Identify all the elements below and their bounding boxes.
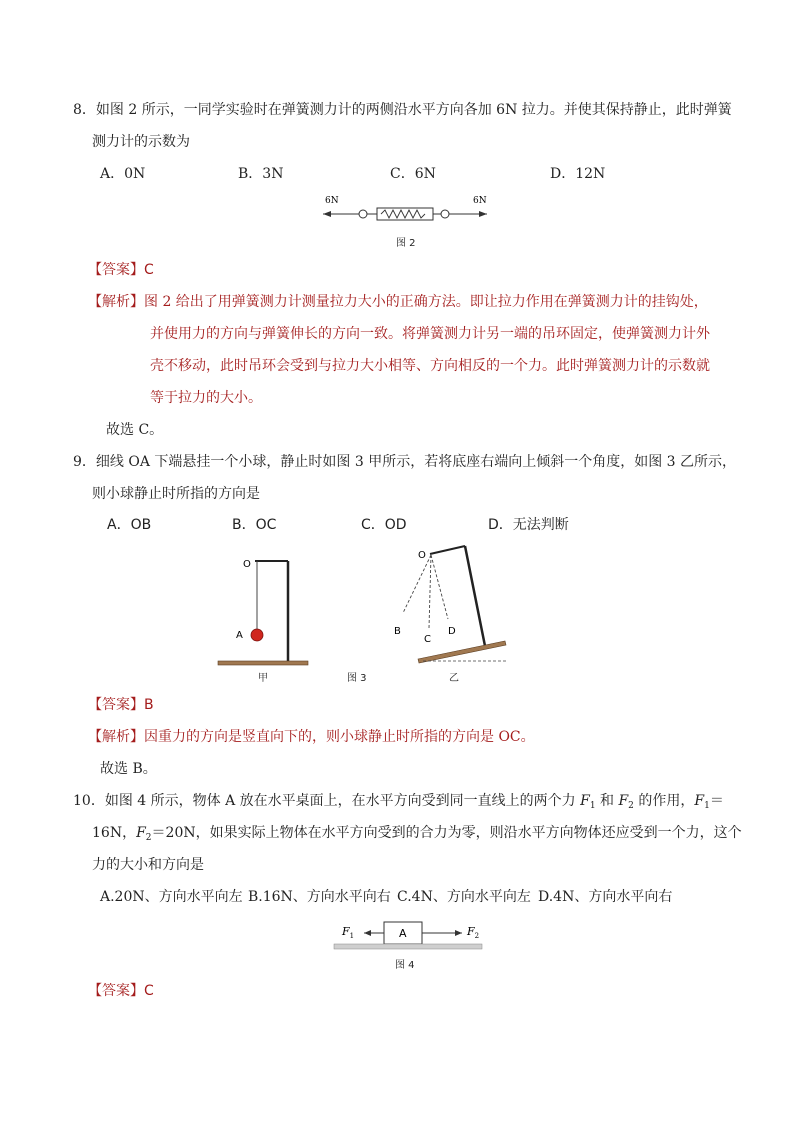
q8-option-b: B．3N [238, 166, 284, 182]
fig3-jia-label: 甲 [258, 673, 268, 684]
line-ob [403, 555, 431, 613]
fig3-yi-point-c: C [424, 634, 431, 645]
fig2-caption: 图 2 [396, 238, 416, 249]
q9-option-d: D．无法判断 [488, 517, 569, 533]
fig2-right-force-label: 6N [473, 196, 487, 206]
fig3-yi-point-d: D [448, 626, 456, 637]
force-f2-arrowhead [455, 930, 462, 936]
q9-analysis [88, 727, 535, 747]
q10-stem-line2: 16N，$F_2=20N$，如果实际上物体在水平方向受到的合力为零，则沿水平方向物体还应受到一个力，这个 [92, 825, 742, 843]
q8-analysis-line2: 并使用力的方向与弹簧伸长的方向一致。将弹簧测力计另一端的吊环固定，使弹簧测力计外 [150, 326, 710, 342]
tabletop [334, 944, 482, 949]
stand-base [218, 661, 308, 665]
answer-value: C [144, 983, 154, 999]
tilted-stand-top-bar [430, 546, 465, 554]
analysis-text: 图 2 给出了用弹簧测力计测量拉力大小的正确方法。即让拉力作用在弹簧测力计的挂钩处， [144, 294, 708, 310]
pendulum-figure-jia [215, 550, 315, 670]
fig2-left-force-label: 6N [325, 196, 339, 206]
fig4-caption: 图 4 [395, 960, 415, 971]
fig3-caption: 图 3 [347, 673, 367, 684]
q10-stem-line1: 10．如图 4 所示，物体 A 放在水平桌面上，在水平方向受到同一直线上的两个力 $F_1$ 和 $F_2$ 的作用，$F_1=$ [73, 793, 724, 811]
q8-analysis-line4: 等于拉力的大小。 [150, 390, 262, 406]
q9-option-c: C．OD [361, 517, 407, 533]
force-f1-arrowhead [364, 930, 371, 936]
q8-conclusion: 故选 C。 [106, 422, 164, 438]
tilted-base [418, 641, 506, 663]
red-ball [251, 629, 263, 641]
q9-option-b: B．OC [232, 517, 277, 533]
q9-stem-line2: 则小球静止时所指的方向是 [92, 486, 260, 502]
q10-answer [88, 981, 154, 1001]
q8-answer [88, 260, 154, 280]
q8-analysis-line3: 壳不移动，此时吊环会受到与拉力大小相等、方向相反的一个力。此时弹簧测力计的示数就 [150, 358, 710, 374]
q10-option-d: D.4N、方向水平向右 [538, 889, 673, 905]
force-f2-label: $F_2$ [467, 925, 480, 940]
line-oc [429, 555, 431, 628]
spring-scale-figure [315, 192, 495, 232]
fig3-jia-point-a: A [236, 630, 243, 641]
answer-value: B [144, 697, 154, 713]
answer-tag: 【答案】 [88, 262, 144, 278]
spring-scale-hook [441, 210, 449, 218]
q9-option-a: A．OB [107, 517, 152, 533]
force-f1-label: $F_1$ [342, 925, 355, 940]
q8-option-a: A．0N [100, 166, 146, 182]
pendulum-figure-yi [385, 540, 515, 675]
q8-analysis-line1 [88, 292, 708, 312]
spring-scale-ring [359, 210, 367, 218]
fig3-jia-point-o: O [243, 559, 251, 570]
left-arrowhead [323, 211, 331, 217]
q9-stem-line1: 9．细线 OA 下端悬挂一个小球，静止时如图 3 甲所示，若将底座右端向上倾斜一个角度，如图 3 乙所示， [73, 454, 737, 470]
analysis-tag: 【解析】 [88, 729, 144, 745]
q10-stem-line3: 力的大小和方向是 [92, 857, 204, 873]
q8-option-d: D．12N [550, 166, 606, 182]
analysis-tag: 【解析】 [88, 294, 144, 310]
right-arrowhead [479, 211, 487, 217]
q9-answer [88, 695, 154, 715]
q10-option-a: A.20N、方向水平向左 [100, 889, 243, 905]
q10-option-b: B.16N、方向水平向右 [248, 889, 391, 905]
q8-option-c: C．6N [390, 166, 436, 182]
q8-stem-line2: 测力计的示数为 [92, 134, 190, 150]
answer-tag: 【答案】 [88, 697, 144, 713]
force-diagram-figure [330, 917, 490, 957]
q8-stem-line1: 8．如图 2 所示，一同学实验时在弹簧测力计的两侧沿水平方向各加 6N 拉力。并使其保持静止，此时弹簧 [73, 102, 732, 118]
tilted-stand-pole [465, 546, 485, 646]
line-od [431, 555, 448, 619]
q9-conclusion: 故选 B。 [100, 761, 157, 777]
fig3-yi-label: 乙 [449, 673, 459, 684]
fig3-yi-point-b: B [394, 626, 401, 637]
answer-value: C [144, 262, 154, 278]
analysis-text: 因重力的方向是竖直向下的，则小球静止时所指的方向是 OC。 [144, 729, 535, 745]
q10-option-c: C.4N、方向水平向左 [397, 889, 531, 905]
fig3-yi-point-o: O [418, 550, 426, 561]
object-a-label: A [399, 927, 407, 940]
answer-tag: 【答案】 [88, 983, 144, 999]
